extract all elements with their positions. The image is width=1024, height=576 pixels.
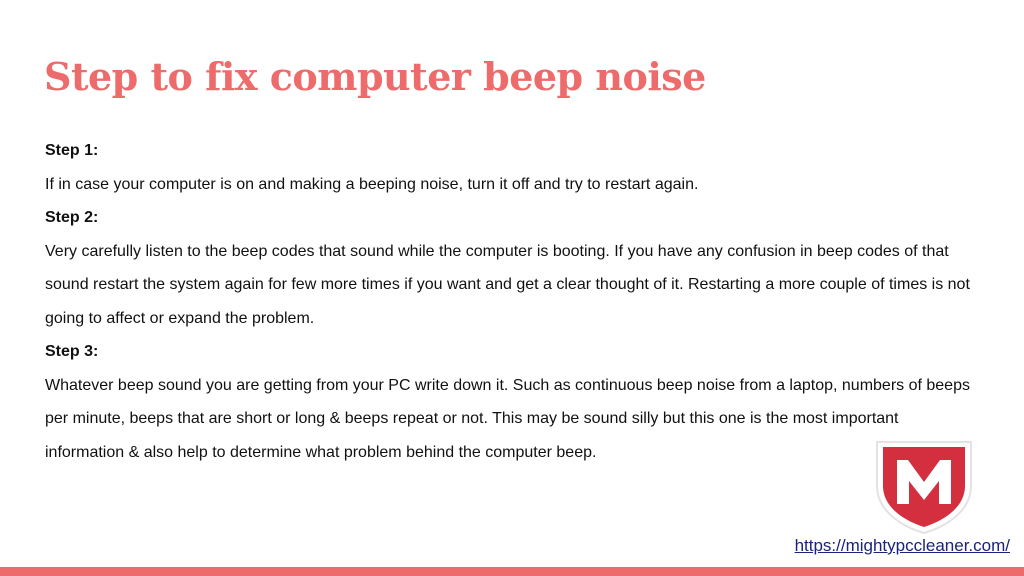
step-1	[45, 134, 980, 201]
step-2-text: Very carefully listen to the beep codes that sound while the computer is booting. If you have any confusion in beep codes of that sound restart the system again for few more times if you want and get a clear thought of it. Restarting a more couple of times is not going to affect or expand the problem.	[45, 242, 970, 327]
steps-content	[45, 134, 980, 469]
step-2-label: Step 2:	[45, 209, 99, 226]
page-title: Step to fix computer beep noise	[44, 54, 706, 99]
step-3-label: Step 3:	[45, 343, 99, 360]
bottom-accent-bar	[0, 567, 1024, 576]
step-3	[45, 335, 980, 469]
website-link[interactable]: https://mightypccleaner.com/	[794, 536, 1010, 555]
step-3-text: Whatever beep sound you are getting from your PC write down it. Such as continuous beep noise from a laptop, numbers of beeps per minute, beeps that are short or long & beeps repeat or not. This may be sound silly but this one is the most important information & also help to determine what problem behind the computer beep.	[45, 376, 970, 461]
step-2	[45, 201, 980, 335]
step-1-label: Step 1:	[45, 142, 99, 159]
shield-m-logo-icon	[874, 436, 974, 534]
step-1-text: If in case your computer is on and making a beeping noise, turn it off and try to restart again.	[45, 175, 699, 193]
